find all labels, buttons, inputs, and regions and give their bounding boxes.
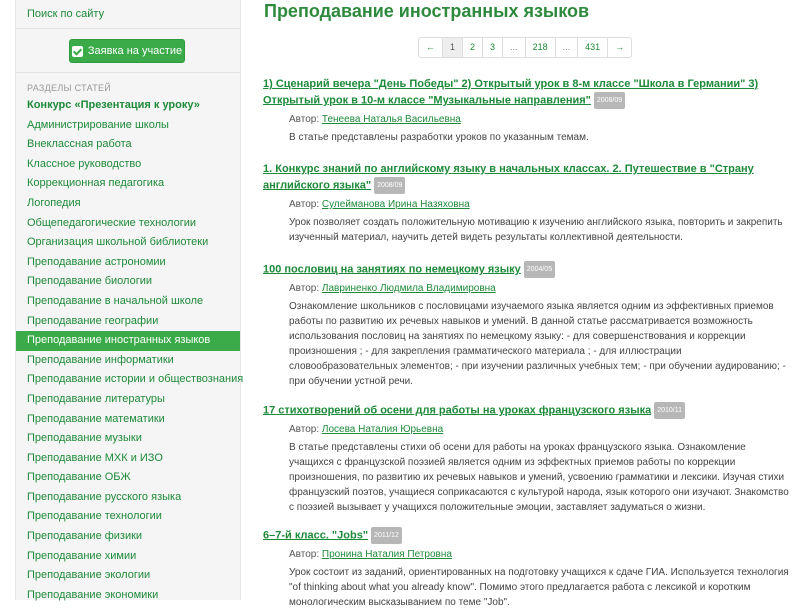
author-label: Автор: [289,114,320,125]
sidebar-category-item[interactable]: Преподавание астрономии [27,255,166,268]
sidebar-category-item[interactable]: Преподавание экономики [27,588,159,601]
article-title-link[interactable]: 100 пословиц на занятиях по немецкому языку [263,263,521,276]
sidebar-category-item[interactable]: Преподавание математики [27,412,165,425]
author-label: Автор: [289,199,320,210]
date-badge: 2010/11 [654,402,685,419]
apply-button-label: Заявка на участие [87,45,183,57]
article-item [263,77,791,145]
sidebar-category-item[interactable]: Преподавание истории и обществознания [27,373,244,386]
sidebar-category-item[interactable]: Коррекционная педагогика [27,177,165,190]
article-title-link[interactable]: 6–7-й класс. "Jobs" [263,529,369,542]
apply-participation-button[interactable] [69,39,185,63]
author-label: Автор: [289,549,320,560]
date-badge: 2008/09 [594,92,625,109]
sidebar-category-item[interactable]: Преподавание информатики [27,353,174,366]
sidebar [15,0,244,601]
page-title: Преподавание иностранных языков [264,1,590,21]
pagination-ellipsis: ... [556,38,579,57]
site-search-link[interactable]: Поиск по сайту [27,8,105,20]
sidebar-divider [16,28,240,29]
sections-heading: РАЗДЕЛЫ СТАТЕЙ [27,83,112,93]
pagination-page[interactable]: 218 [526,38,556,57]
category-list [16,96,244,605]
date-badge: 2011/12 [371,527,402,544]
author-label: Автор: [289,424,320,435]
sidebar-category-item[interactable]: Общепедагогические технологии [27,216,196,229]
date-badge: 2004/05 [524,261,555,278]
sidebar-category-item[interactable]: Преподавание в начальной школе [27,294,204,307]
main-content [263,0,793,608]
sidebar-category-item[interactable]: Логопедия [27,196,81,209]
author-link[interactable]: Пронина Наталия Петровна [321,549,452,560]
sidebar-category-item[interactable]: Организация школьной библиотеки [27,236,209,249]
sidebar-category-item[interactable]: Преподавание физики [27,530,143,543]
article-item [263,261,791,389]
article-description: В статье представлены стихи об осени для работы на уроках французского языка. Ознакомление учащихся с французской поэзией является одним из эффектных приемов работы по коррекции произношения, по развитию их речевых навыков и умений, усвоению грамматики и лексики. Изучая стихи французский поэтов, учащиеся соприкасаются с культурой народа, язык которого они изучают. Знакомство с поэзией вызывает у учащихся положительные эмоции, заставляет задуматься о жизни. [289,442,789,513]
check-icon [72,46,83,57]
sidebar-category-item[interactable]: Преподавание литературы [27,392,165,405]
sidebar-category-item[interactable]: Администрирование школы [27,118,169,131]
sidebar-category-item[interactable]: Преподавание технологии [27,510,162,523]
author-link[interactable]: Сулейманова Ирина Назяховна [321,199,470,210]
article-title-link[interactable]: 17 стихотворений об осени для работы на уроках французского языка [263,404,652,417]
sidebar-category-item[interactable]: Преподавание биологии [27,275,153,288]
article-description: Урок позволяет создать положительную мотивацию к изучению английского языка, повторить и закрепить изученный материал, научить детей видеть результаты коллективной деятельности. [289,217,783,243]
sidebar-category-item[interactable]: Классное руководство [27,157,142,170]
pagination-page[interactable]: 1 [443,38,463,57]
author-label: Автор: [289,283,320,294]
sidebar-category-item[interactable]: Преподавание музыки [27,432,142,445]
date-badge: 2008/09 [374,177,405,194]
sidebar-category-item[interactable]: Преподавание экологии [27,569,151,582]
sidebar-category-item[interactable]: Преподавание русского языка [27,490,182,503]
author-link[interactable]: Лавриненко Людмила Владимировна [321,283,496,294]
article-title-link[interactable]: 1) Сценарий вечера "День Победы" 2) Открытый урок в 8-м классе "Школа в Германии" 3) Открытый урок в 10-м классе "Музыкальные направления" [263,78,759,107]
author-link[interactable]: Лосева Наталия Юрьевна [321,424,444,435]
sidebar-category-item[interactable]: Конкурс «Презентация к уроку» [27,99,200,111]
article-description: Ознакомление школьников с пословицами изучаемого языка является одним из эффективных приемов работы по развитию их речевых навыков и умений. В данной статье рассматривается возможность использования пословиц на занятиях по немецкому языку: - для совершенствования и коррекции произношения ; - для закрепления грамматического материала ; - для иллюстрации словообразовательных элементов; - при изучении различных учебных тем; - при обучении аудированию; - при обучении устной речи. [289,301,786,387]
article-description: В статье представлены разработки уроков по указанным темам. [289,132,589,143]
pagination-page[interactable]: 3 [483,38,503,57]
article-description: Урок состоит из заданий, ориентированных на подготовку учащихся к сдаче ГИА. Используется технология "of thinking about what you already know". Помимо этого предлагается работа с лексикой и коротким монологическим высказыванием по теме "Job". [289,567,789,608]
article-item [263,162,791,245]
sidebar-category-item[interactable]: Преподавание химии [27,549,137,562]
pagination [418,37,632,58]
pagination-next[interactable]: → [615,42,625,52]
pagination-ellipsis: ... [503,38,526,57]
pagination-page[interactable]: 2 [463,38,483,57]
sidebar-category-item[interactable]: Внеклассная работа [27,138,132,151]
pagination-page[interactable]: 431 [578,38,608,57]
pagination-prev[interactable]: ← [419,38,443,57]
article-title-link[interactable]: 1. Конкурс знаний по английскому языку в начальных классах. 2. Путешествие в "Страну английского языка" [263,163,754,192]
sidebar-category-item[interactable]: Преподавание ОБЖ [27,471,131,484]
sidebar-divider [16,72,240,73]
article-item [263,527,791,610]
sidebar-category-item[interactable]: Преподавание географии [27,314,159,327]
sidebar-category-item[interactable]: Преподавание МХК и ИЗО [27,451,163,464]
article-item [263,402,791,515]
author-link[interactable]: Тенеева Наталья Васильевна [321,114,461,125]
sidebar-category-item[interactable]: Преподавание иностранных языков [16,331,240,351]
